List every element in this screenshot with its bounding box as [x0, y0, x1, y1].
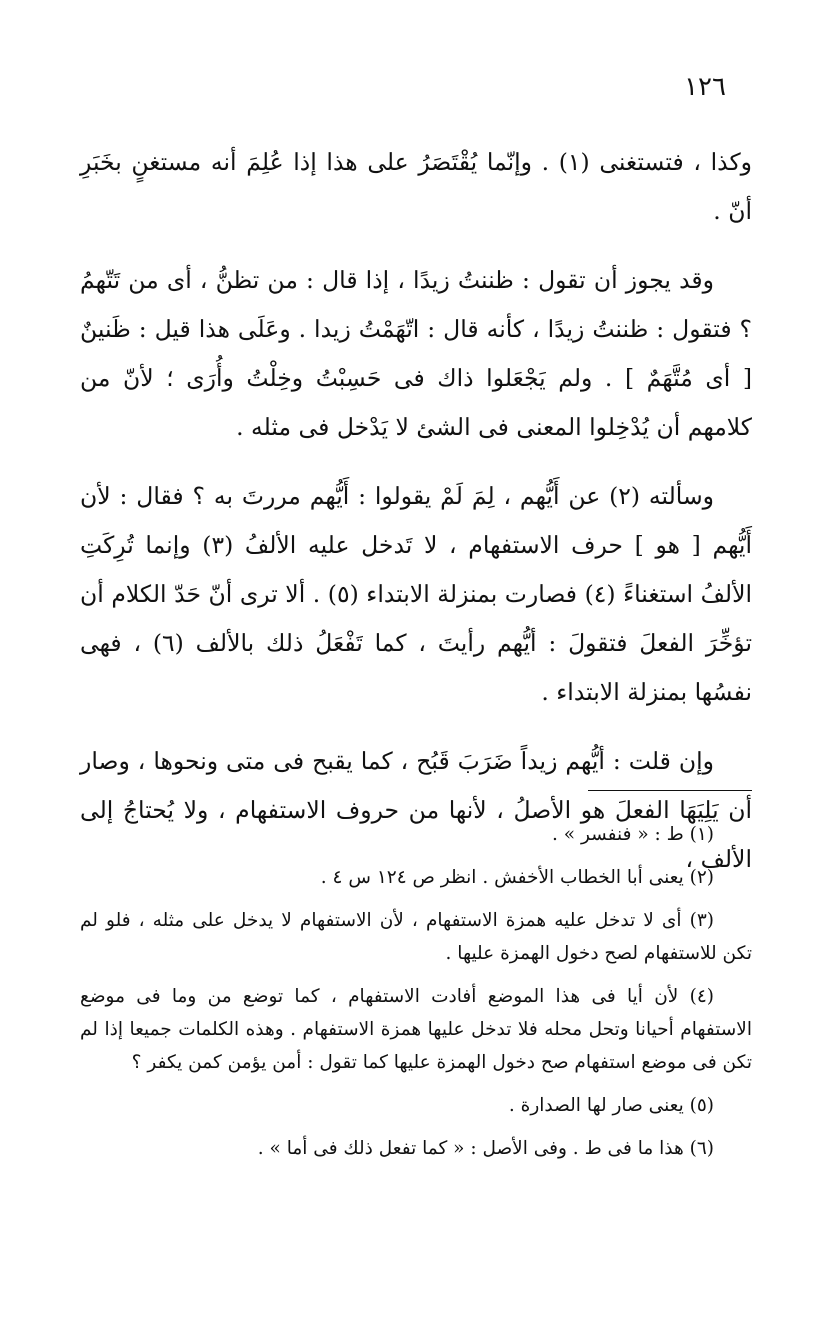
- page-number: ١٢٦: [684, 72, 726, 102]
- footnote: (٤) لأن أيا فى هذا الموضع أفادت الاستفهام ، كما توضع من وما فى موضع الاستفهام أحيانا وتحل محله فلا تدخل عليها همزة الاستفهام . وهذه الكلمات جميعا إذا لم تكن فى موضع استفهام صح دخول الهمزة عليها كما تقول : أمن يؤمن كمن يكفر ؟: [80, 986, 752, 1073]
- footnote: (٢) يعنى أبا الخطاب الأخفش . انظر ص ١٢٤ س ٤ .: [320, 867, 714, 888]
- footnote: (٥) يعنى صار لها الصدارة .: [508, 1095, 714, 1116]
- footnote: (٣) أى لا تدخل عليه همزة الاستفهام ، لأن الاستفهام لا يدخل على مثله ، فلو لم تكن للاستفهام لصح دخول الهمزة عليها .: [80, 910, 752, 964]
- paragraph: وكذا ، فتستغنى (١) . وإنّما يُقْتَصَرُ على هذا إذا عُلِمَ أنه مستغنٍ بخَبَرِ أنّ .: [80, 148, 752, 225]
- footnote: (٦) هذا ما فى ط . وفى الأصل : « كما تفعل ذلك فى أما » .: [257, 1138, 714, 1159]
- footnote-separator: [588, 790, 752, 791]
- paragraph: وإن قلت : أيُّهم زيداً ضَرَبَ قَبُح ، كما يقبح فى متى ونحوها ، وصار أن يَلِيَهَا الفعلَ هو الأصلُ ، لأنها من حروف الاستفهام ، ولا يُحتاجُ إلى الألف ،: [80, 747, 752, 873]
- paragraph: وقد يجوز أن تقول : ظننتُ زيدًا ، إذا قال : من تظنُّ ، أى من تَتّهمُ ؟ فتقول : ظننتُ زيدًا ، كأنه قال : اتّهَمْتُ زيدا . وعَلَى هذا قيل : ظَنينٌ [ أى مُتَّهَمٌ ] . ولم يَجْعَلوا ذاك فى حَسِبْتُ وخِلْتُ وأُرَى ؛ لأنّ من كلامهم أن يُدْخِلوا المعنى فى الشئ لا يَدْخل فى مثله .: [80, 266, 752, 441]
- footnote: (١) ط : « فنفسر » .: [551, 824, 714, 845]
- paragraph: وسألته (٢) عن أَيُّهم ، لِمَ لَمْ يقولوا : أَيُّهم مررتَ به ؟ فقال : لأن أَيُّهم [ هو ] حرف الاستفهام ، لا تَدخل عليه الألفُ (٣) وإنما تُرِكَتِ الألفُ استغناءً (٤) فصارت بمنزلة الابتداء (٥) . ألا ترى أنّ حَدّ الكلام أن تؤخِّرَ الفعلَ فتقولَ : أيُّهم رأيتَ ، كما تَفْعَلُ ذلك بالألف (٦) ، فهى نفسُها بمنزلة الابتداء .: [80, 482, 753, 706]
- footnotes: [80, 818, 752, 1175]
